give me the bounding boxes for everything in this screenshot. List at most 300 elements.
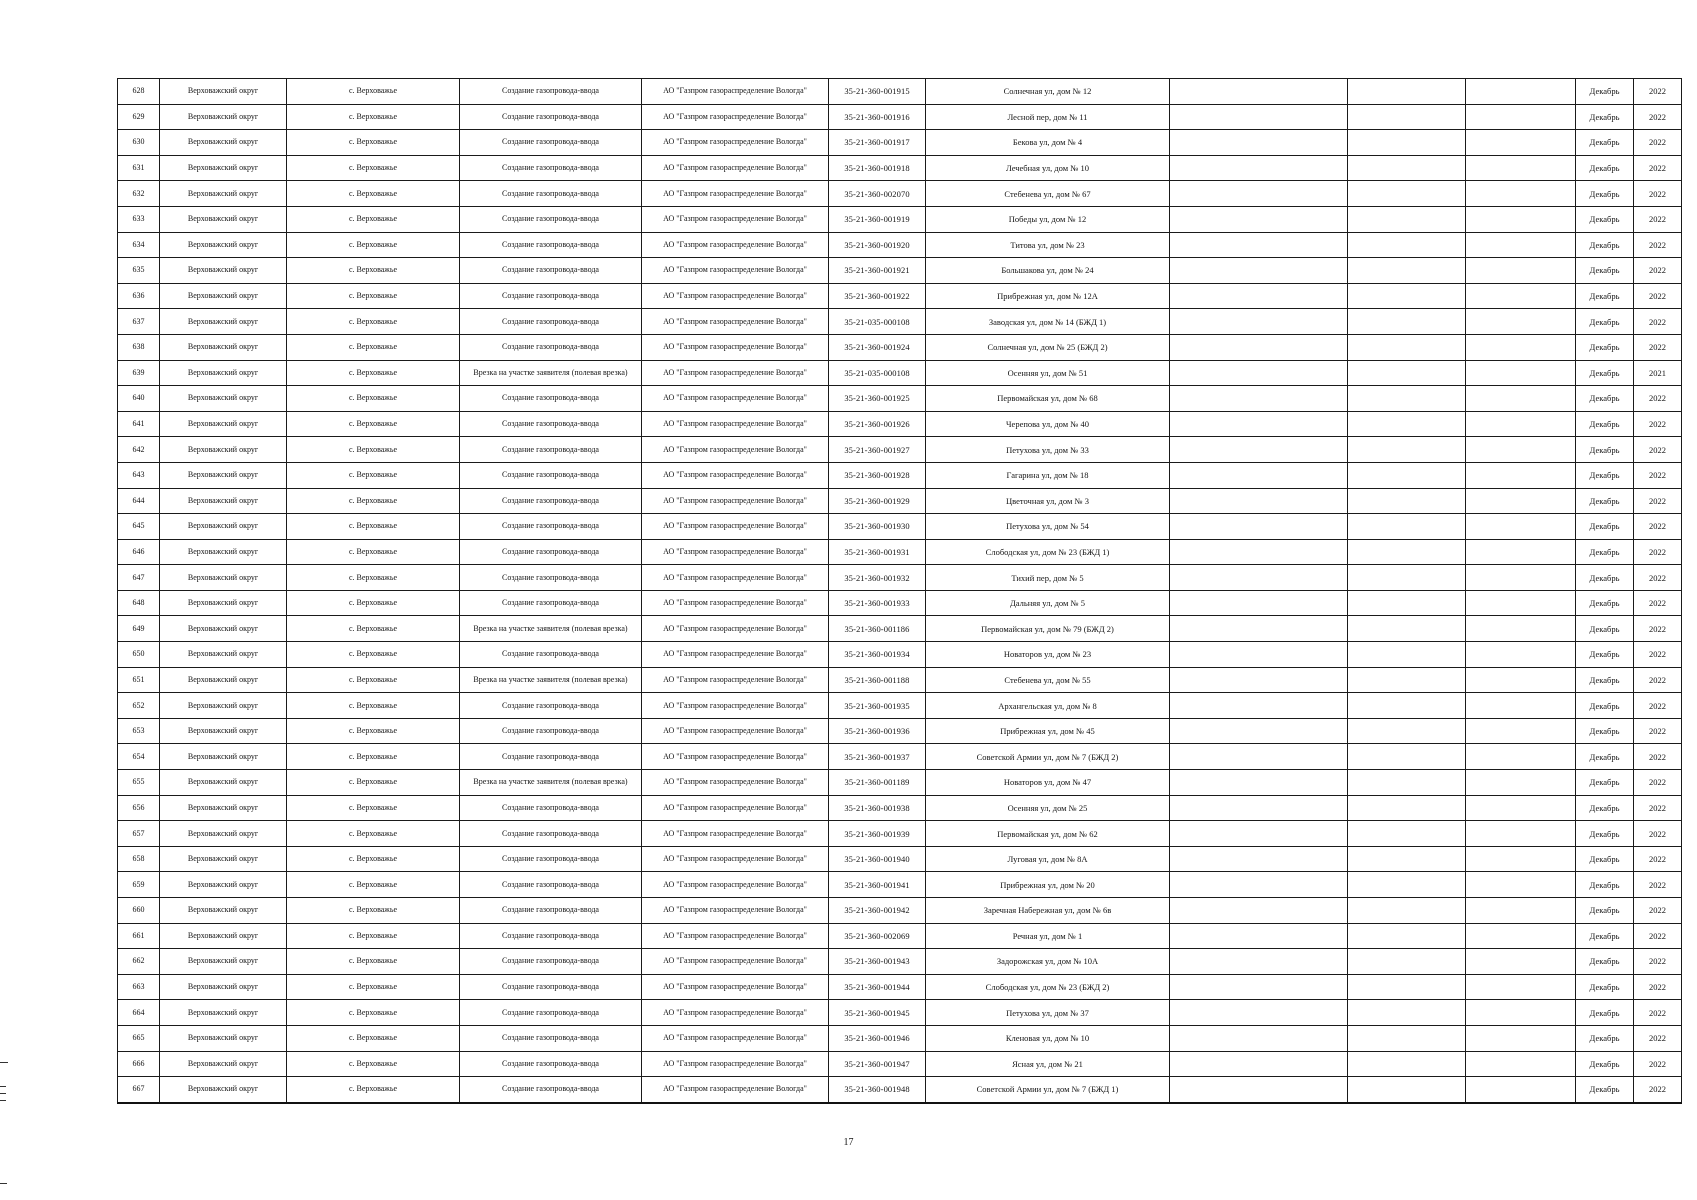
- cadastral-number-cell: 35-21-360-001919: [829, 206, 926, 232]
- row-number-cell: 635: [118, 258, 160, 284]
- month-cell: Декабрь: [1576, 718, 1634, 744]
- table-row: [118, 79, 1682, 105]
- empty-cell: [1348, 667, 1466, 693]
- cadastral-number-cell: 35-21-360-001948: [829, 1077, 926, 1103]
- empty-cell: [1348, 693, 1466, 719]
- organization-cell: АО "Газпром газораспределение Вологда": [642, 360, 829, 386]
- empty-cell: [1466, 130, 1576, 156]
- table-row: [118, 667, 1682, 693]
- address-cell: Стебенева ул, дом № 67: [926, 181, 1170, 207]
- empty-cell: [1348, 1051, 1466, 1077]
- work-type-cell: Создание газопровода-ввода: [460, 1025, 642, 1051]
- work-type-cell: Создание газопровода-ввода: [460, 1051, 642, 1077]
- year-cell: 2022: [1634, 590, 1682, 616]
- row-number-cell: 648: [118, 590, 160, 616]
- year-cell: 2022: [1634, 1077, 1682, 1103]
- empty-cell: [1348, 488, 1466, 514]
- organization-cell: АО "Газпром газораспределение Вологда": [642, 411, 829, 437]
- locality-cell: с. Верховажье: [287, 923, 460, 949]
- month-cell: Декабрь: [1576, 258, 1634, 284]
- empty-cell: [1466, 283, 1576, 309]
- locality-cell: с. Верховажье: [287, 590, 460, 616]
- empty-cell: [1466, 846, 1576, 872]
- address-cell: Петухова ул, дом № 54: [926, 514, 1170, 540]
- year-cell: 2022: [1634, 923, 1682, 949]
- district-cell: Верховажский округ: [160, 539, 287, 565]
- month-cell: Декабрь: [1576, 565, 1634, 591]
- locality-cell: с. Верховажье: [287, 744, 460, 770]
- month-cell: Декабрь: [1576, 898, 1634, 924]
- month-cell: Декабрь: [1576, 974, 1634, 1000]
- table-row: [118, 462, 1682, 488]
- organization-cell: АО "Газпром газораспределение Вологда": [642, 130, 829, 156]
- year-cell: 2022: [1634, 437, 1682, 463]
- address-cell: Заводская ул, дом № 14 (БЖД 1): [926, 309, 1170, 335]
- month-cell: Декабрь: [1576, 437, 1634, 463]
- address-cell: Солнечная ул, дом № 12: [926, 79, 1170, 105]
- empty-cell: [1348, 79, 1466, 105]
- row-number-cell: 647: [118, 565, 160, 591]
- empty-cell: [1170, 206, 1348, 232]
- year-cell: 2022: [1634, 309, 1682, 335]
- work-type-cell: Создание газопровода-ввода: [460, 590, 642, 616]
- address-cell: Дальняя ул, дом № 5: [926, 590, 1170, 616]
- empty-cell: [1170, 565, 1348, 591]
- organization-cell: АО "Газпром газораспределение Вологда": [642, 206, 829, 232]
- empty-cell: [1348, 258, 1466, 284]
- address-cell: Цветочная ул, дом № 3: [926, 488, 1170, 514]
- cadastral-number-cell: 35-21-035-000108: [829, 360, 926, 386]
- empty-cell: [1170, 872, 1348, 898]
- empty-cell: [1466, 258, 1576, 284]
- empty-cell: [1348, 514, 1466, 540]
- empty-cell: [1466, 1077, 1576, 1103]
- organization-cell: АО "Газпром газораспределение Вологда": [642, 514, 829, 540]
- organization-cell: АО "Газпром газораспределение Вологда": [642, 488, 829, 514]
- empty-cell: [1348, 949, 1466, 975]
- empty-cell: [1170, 898, 1348, 924]
- locality-cell: с. Верховажье: [287, 565, 460, 591]
- empty-cell: [1348, 155, 1466, 181]
- organization-cell: АО "Газпром газораспределение Вологда": [642, 616, 829, 642]
- organization-cell: АО "Газпром газораспределение Вологда": [642, 334, 829, 360]
- work-type-cell: Создание газопровода-ввода: [460, 1077, 642, 1103]
- district-cell: Верховажский округ: [160, 181, 287, 207]
- row-number-cell: 665: [118, 1025, 160, 1051]
- empty-cell: [1466, 693, 1576, 719]
- locality-cell: с. Верховажье: [287, 795, 460, 821]
- month-cell: Декабрь: [1576, 846, 1634, 872]
- work-type-cell: Создание газопровода-ввода: [460, 872, 642, 898]
- organization-cell: АО "Газпром газораспределение Вологда": [642, 462, 829, 488]
- year-cell: 2022: [1634, 79, 1682, 105]
- table-row: [118, 283, 1682, 309]
- locality-cell: с. Верховажье: [287, 821, 460, 847]
- organization-cell: АО "Газпром газораспределение Вологда": [642, 744, 829, 770]
- address-cell: Советской Армии ул, дом № 7 (БЖД 1): [926, 1077, 1170, 1103]
- work-type-cell: Создание газопровода-ввода: [460, 565, 642, 591]
- row-number-cell: 643: [118, 462, 160, 488]
- empty-cell: [1348, 1025, 1466, 1051]
- empty-cell: [1466, 1025, 1576, 1051]
- work-type-cell: Создание газопровода-ввода: [460, 258, 642, 284]
- locality-cell: с. Верховажье: [287, 770, 460, 796]
- empty-cell: [1466, 462, 1576, 488]
- cadastral-number-cell: 35-21-360-001924: [829, 334, 926, 360]
- district-cell: Верховажский округ: [160, 232, 287, 258]
- margin-scan-mark: [0, 1100, 6, 1101]
- table-row: [118, 1077, 1682, 1103]
- locality-cell: с. Верховажье: [287, 386, 460, 412]
- year-cell: 2022: [1634, 462, 1682, 488]
- row-number-cell: 644: [118, 488, 160, 514]
- locality-cell: с. Верховажье: [287, 642, 460, 668]
- cadastral-number-cell: 35-21-035-000108: [829, 309, 926, 335]
- empty-cell: [1170, 79, 1348, 105]
- district-cell: Верховажский округ: [160, 1000, 287, 1026]
- cadastral-number-cell: 35-21-360-001945: [829, 1000, 926, 1026]
- empty-cell: [1466, 437, 1576, 463]
- work-type-cell: Создание газопровода-ввода: [460, 104, 642, 130]
- table-row: [118, 130, 1682, 156]
- empty-cell: [1170, 1051, 1348, 1077]
- row-number-cell: 659: [118, 872, 160, 898]
- empty-cell: [1170, 744, 1348, 770]
- empty-cell: [1170, 770, 1348, 796]
- table-row: [118, 514, 1682, 540]
- cadastral-number-cell: 35-21-360-001940: [829, 846, 926, 872]
- cadastral-number-cell: 35-21-360-001932: [829, 565, 926, 591]
- year-cell: 2022: [1634, 821, 1682, 847]
- empty-cell: [1170, 795, 1348, 821]
- empty-cell: [1466, 488, 1576, 514]
- row-number-cell: 638: [118, 334, 160, 360]
- empty-cell: [1170, 923, 1348, 949]
- organization-cell: АО "Газпром газораспределение Вологда": [642, 309, 829, 335]
- address-cell: Ясная ул, дом № 21: [926, 1051, 1170, 1077]
- month-cell: Декабрь: [1576, 590, 1634, 616]
- table-row: [118, 1025, 1682, 1051]
- cadastral-number-cell: 35-21-360-001946: [829, 1025, 926, 1051]
- row-number-cell: 630: [118, 130, 160, 156]
- work-type-cell: Врезка на участке заявителя (полевая врезка): [460, 616, 642, 642]
- table-row: [118, 104, 1682, 130]
- row-number-cell: 658: [118, 846, 160, 872]
- month-cell: Декабрь: [1576, 155, 1634, 181]
- cadastral-number-cell: 35-21-360-001921: [829, 258, 926, 284]
- year-cell: 2022: [1634, 514, 1682, 540]
- address-cell: Задорожская ул, дом № 10А: [926, 949, 1170, 975]
- year-cell: 2022: [1634, 1000, 1682, 1026]
- work-type-cell: Создание газопровода-ввода: [460, 846, 642, 872]
- cadastral-number-cell: 35-21-360-001186: [829, 616, 926, 642]
- empty-cell: [1348, 206, 1466, 232]
- table-row: [118, 744, 1682, 770]
- empty-cell: [1466, 104, 1576, 130]
- year-cell: 2021: [1634, 360, 1682, 386]
- locality-cell: с. Верховажье: [287, 283, 460, 309]
- district-cell: Верховажский округ: [160, 718, 287, 744]
- empty-cell: [1466, 795, 1576, 821]
- row-number-cell: 662: [118, 949, 160, 975]
- row-number-cell: 646: [118, 539, 160, 565]
- row-number-cell: 660: [118, 898, 160, 924]
- empty-cell: [1170, 667, 1348, 693]
- empty-cell: [1466, 642, 1576, 668]
- empty-cell: [1170, 514, 1348, 540]
- locality-cell: с. Верховажье: [287, 309, 460, 335]
- month-cell: Декабрь: [1576, 462, 1634, 488]
- empty-cell: [1466, 974, 1576, 1000]
- address-cell: Лечебная ул, дом № 10: [926, 155, 1170, 181]
- address-cell: Прибрежная ул, дом № 12А: [926, 283, 1170, 309]
- address-cell: Заречная Набережная ул, дом № 6в: [926, 898, 1170, 924]
- margin-scan-mark: [0, 1062, 8, 1063]
- empty-cell: [1466, 744, 1576, 770]
- cadastral-number-cell: 35-21-360-001943: [829, 949, 926, 975]
- work-type-cell: Создание газопровода-ввода: [460, 283, 642, 309]
- table-row: [118, 795, 1682, 821]
- locality-cell: с. Верховажье: [287, 79, 460, 105]
- month-cell: Декабрь: [1576, 1051, 1634, 1077]
- row-number-cell: 654: [118, 744, 160, 770]
- organization-cell: АО "Газпром газораспределение Вологда": [642, 667, 829, 693]
- empty-cell: [1170, 539, 1348, 565]
- row-number-cell: 664: [118, 1000, 160, 1026]
- address-cell: Первомайская ул, дом № 68: [926, 386, 1170, 412]
- locality-cell: с. Верховажье: [287, 667, 460, 693]
- year-cell: 2022: [1634, 1025, 1682, 1051]
- month-cell: Декабрь: [1576, 949, 1634, 975]
- cadastral-number-cell: 35-21-360-001937: [829, 744, 926, 770]
- month-cell: Декабрь: [1576, 309, 1634, 335]
- empty-cell: [1348, 462, 1466, 488]
- month-cell: Декабрь: [1576, 360, 1634, 386]
- empty-cell: [1170, 1025, 1348, 1051]
- table-row: [118, 821, 1682, 847]
- cadastral-number-cell: 35-21-360-002069: [829, 923, 926, 949]
- month-cell: Декабрь: [1576, 232, 1634, 258]
- locality-cell: с. Верховажье: [287, 718, 460, 744]
- organization-cell: АО "Газпром газораспределение Вологда": [642, 1000, 829, 1026]
- month-cell: Декабрь: [1576, 1025, 1634, 1051]
- locality-cell: с. Верховажье: [287, 130, 460, 156]
- work-type-cell: Создание газопровода-ввода: [460, 437, 642, 463]
- organization-cell: АО "Газпром газораспределение Вологда": [642, 949, 829, 975]
- empty-cell: [1466, 872, 1576, 898]
- month-cell: Декабрь: [1576, 1000, 1634, 1026]
- year-cell: 2022: [1634, 872, 1682, 898]
- table-row: [118, 360, 1682, 386]
- empty-cell: [1348, 309, 1466, 335]
- empty-cell: [1170, 616, 1348, 642]
- work-type-cell: Создание газопровода-ввода: [460, 693, 642, 719]
- row-number-cell: 641: [118, 411, 160, 437]
- gasification-registry-table: [117, 78, 1682, 1104]
- work-type-cell: Создание газопровода-ввода: [460, 386, 642, 412]
- empty-cell: [1348, 283, 1466, 309]
- organization-cell: АО "Газпром газораспределение Вологда": [642, 872, 829, 898]
- empty-cell: [1348, 898, 1466, 924]
- empty-cell: [1466, 718, 1576, 744]
- row-number-cell: 653: [118, 718, 160, 744]
- empty-cell: [1466, 923, 1576, 949]
- month-cell: Декабрь: [1576, 104, 1634, 130]
- district-cell: Верховажский округ: [160, 1025, 287, 1051]
- empty-cell: [1348, 872, 1466, 898]
- table-row: [118, 411, 1682, 437]
- district-cell: Верховажский округ: [160, 949, 287, 975]
- work-type-cell: Создание газопровода-ввода: [460, 130, 642, 156]
- month-cell: Декабрь: [1576, 872, 1634, 898]
- work-type-cell: Создание газопровода-ввода: [460, 949, 642, 975]
- address-cell: Осенняя ул, дом № 51: [926, 360, 1170, 386]
- empty-cell: [1466, 821, 1576, 847]
- cadastral-number-cell: 35-21-360-001941: [829, 872, 926, 898]
- year-cell: 2022: [1634, 334, 1682, 360]
- row-number-cell: 639: [118, 360, 160, 386]
- empty-cell: [1348, 232, 1466, 258]
- cadastral-number-cell: 35-21-360-001929: [829, 488, 926, 514]
- year-cell: 2022: [1634, 949, 1682, 975]
- table-row: [118, 718, 1682, 744]
- organization-cell: АО "Газпром газораспределение Вологда": [642, 1051, 829, 1077]
- table-row: [118, 1000, 1682, 1026]
- empty-cell: [1170, 411, 1348, 437]
- organization-cell: АО "Газпром газораспределение Вологда": [642, 283, 829, 309]
- row-number-cell: 652: [118, 693, 160, 719]
- empty-cell: [1348, 130, 1466, 156]
- empty-cell: [1348, 846, 1466, 872]
- district-cell: Верховажский округ: [160, 360, 287, 386]
- empty-cell: [1348, 411, 1466, 437]
- district-cell: Верховажский округ: [160, 821, 287, 847]
- work-type-cell: Создание газопровода-ввода: [460, 795, 642, 821]
- year-cell: 2022: [1634, 130, 1682, 156]
- year-cell: 2022: [1634, 232, 1682, 258]
- row-number-cell: 629: [118, 104, 160, 130]
- empty-cell: [1170, 309, 1348, 335]
- work-type-cell: Создание газопровода-ввода: [460, 181, 642, 207]
- address-cell: Слободская ул, дом № 23 (БЖД 2): [926, 974, 1170, 1000]
- work-type-cell: Создание газопровода-ввода: [460, 821, 642, 847]
- row-number-cell: 666: [118, 1051, 160, 1077]
- work-type-cell: Врезка на участке заявителя (полевая врезка): [460, 360, 642, 386]
- work-type-cell: Создание газопровода-ввода: [460, 334, 642, 360]
- month-cell: Декабрь: [1576, 130, 1634, 156]
- row-number-cell: 667: [118, 1077, 160, 1103]
- empty-cell: [1170, 821, 1348, 847]
- district-cell: Верховажский округ: [160, 334, 287, 360]
- month-cell: Декабрь: [1576, 283, 1634, 309]
- organization-cell: АО "Газпром газораспределение Вологда": [642, 642, 829, 668]
- empty-cell: [1466, 1051, 1576, 1077]
- work-type-cell: Создание газопровода-ввода: [460, 718, 642, 744]
- empty-cell: [1348, 539, 1466, 565]
- empty-cell: [1466, 514, 1576, 540]
- row-number-cell: 663: [118, 974, 160, 1000]
- address-cell: Прибрежная ул, дом № 45: [926, 718, 1170, 744]
- year-cell: 2022: [1634, 616, 1682, 642]
- table-row: [118, 565, 1682, 591]
- cadastral-number-cell: 35-21-360-001917: [829, 130, 926, 156]
- empty-cell: [1348, 437, 1466, 463]
- empty-cell: [1466, 232, 1576, 258]
- cadastral-number-cell: 35-21-360-001934: [829, 642, 926, 668]
- empty-cell: [1466, 616, 1576, 642]
- table-row: [118, 258, 1682, 284]
- district-cell: Верховажский округ: [160, 795, 287, 821]
- empty-cell: [1170, 258, 1348, 284]
- year-cell: 2022: [1634, 795, 1682, 821]
- table-row: [118, 693, 1682, 719]
- empty-cell: [1466, 79, 1576, 105]
- empty-cell: [1466, 309, 1576, 335]
- district-cell: Верховажский округ: [160, 104, 287, 130]
- empty-cell: [1466, 590, 1576, 616]
- district-cell: Верховажский округ: [160, 898, 287, 924]
- margin-scan-mark: [0, 1183, 7, 1184]
- row-number-cell: 640: [118, 386, 160, 412]
- year-cell: 2022: [1634, 718, 1682, 744]
- empty-cell: [1348, 1077, 1466, 1103]
- work-type-cell: Создание газопровода-ввода: [460, 206, 642, 232]
- work-type-cell: Создание газопровода-ввода: [460, 1000, 642, 1026]
- row-number-cell: 632: [118, 181, 160, 207]
- address-cell: Тихий пер, дом № 5: [926, 565, 1170, 591]
- registry-table-body: [118, 79, 1682, 1103]
- district-cell: Верховажский округ: [160, 590, 287, 616]
- empty-cell: [1466, 949, 1576, 975]
- locality-cell: с. Верховажье: [287, 616, 460, 642]
- organization-cell: АО "Газпром газораспределение Вологда": [642, 974, 829, 1000]
- year-cell: 2022: [1634, 104, 1682, 130]
- table-row: [118, 898, 1682, 924]
- month-cell: Декабрь: [1576, 539, 1634, 565]
- address-cell: Стебенева ул, дом № 55: [926, 667, 1170, 693]
- district-cell: Верховажский округ: [160, 770, 287, 796]
- empty-cell: [1170, 718, 1348, 744]
- row-number-cell: 655: [118, 770, 160, 796]
- row-number-cell: 651: [118, 667, 160, 693]
- table-row: [118, 155, 1682, 181]
- empty-cell: [1170, 283, 1348, 309]
- empty-cell: [1348, 1000, 1466, 1026]
- cadastral-number-cell: 35-21-360-001942: [829, 898, 926, 924]
- district-cell: Верховажский округ: [160, 693, 287, 719]
- cadastral-number-cell: 35-21-360-001936: [829, 718, 926, 744]
- row-number-cell: 633: [118, 206, 160, 232]
- empty-cell: [1348, 616, 1466, 642]
- empty-cell: [1170, 974, 1348, 1000]
- year-cell: 2022: [1634, 411, 1682, 437]
- empty-cell: [1348, 821, 1466, 847]
- month-cell: Декабрь: [1576, 488, 1634, 514]
- month-cell: Декабрь: [1576, 642, 1634, 668]
- cadastral-number-cell: 35-21-360-002070: [829, 181, 926, 207]
- margin-scan-mark: [0, 1086, 6, 1087]
- table-row: [118, 206, 1682, 232]
- empty-cell: [1170, 232, 1348, 258]
- cadastral-number-cell: 35-21-360-001922: [829, 283, 926, 309]
- address-cell: Большакова ул, дом № 24: [926, 258, 1170, 284]
- address-cell: Черепова ул, дом № 40: [926, 411, 1170, 437]
- district-cell: Верховажский округ: [160, 565, 287, 591]
- empty-cell: [1170, 462, 1348, 488]
- year-cell: 2022: [1634, 539, 1682, 565]
- address-cell: Луговая ул, дом № 8А: [926, 846, 1170, 872]
- empty-cell: [1170, 693, 1348, 719]
